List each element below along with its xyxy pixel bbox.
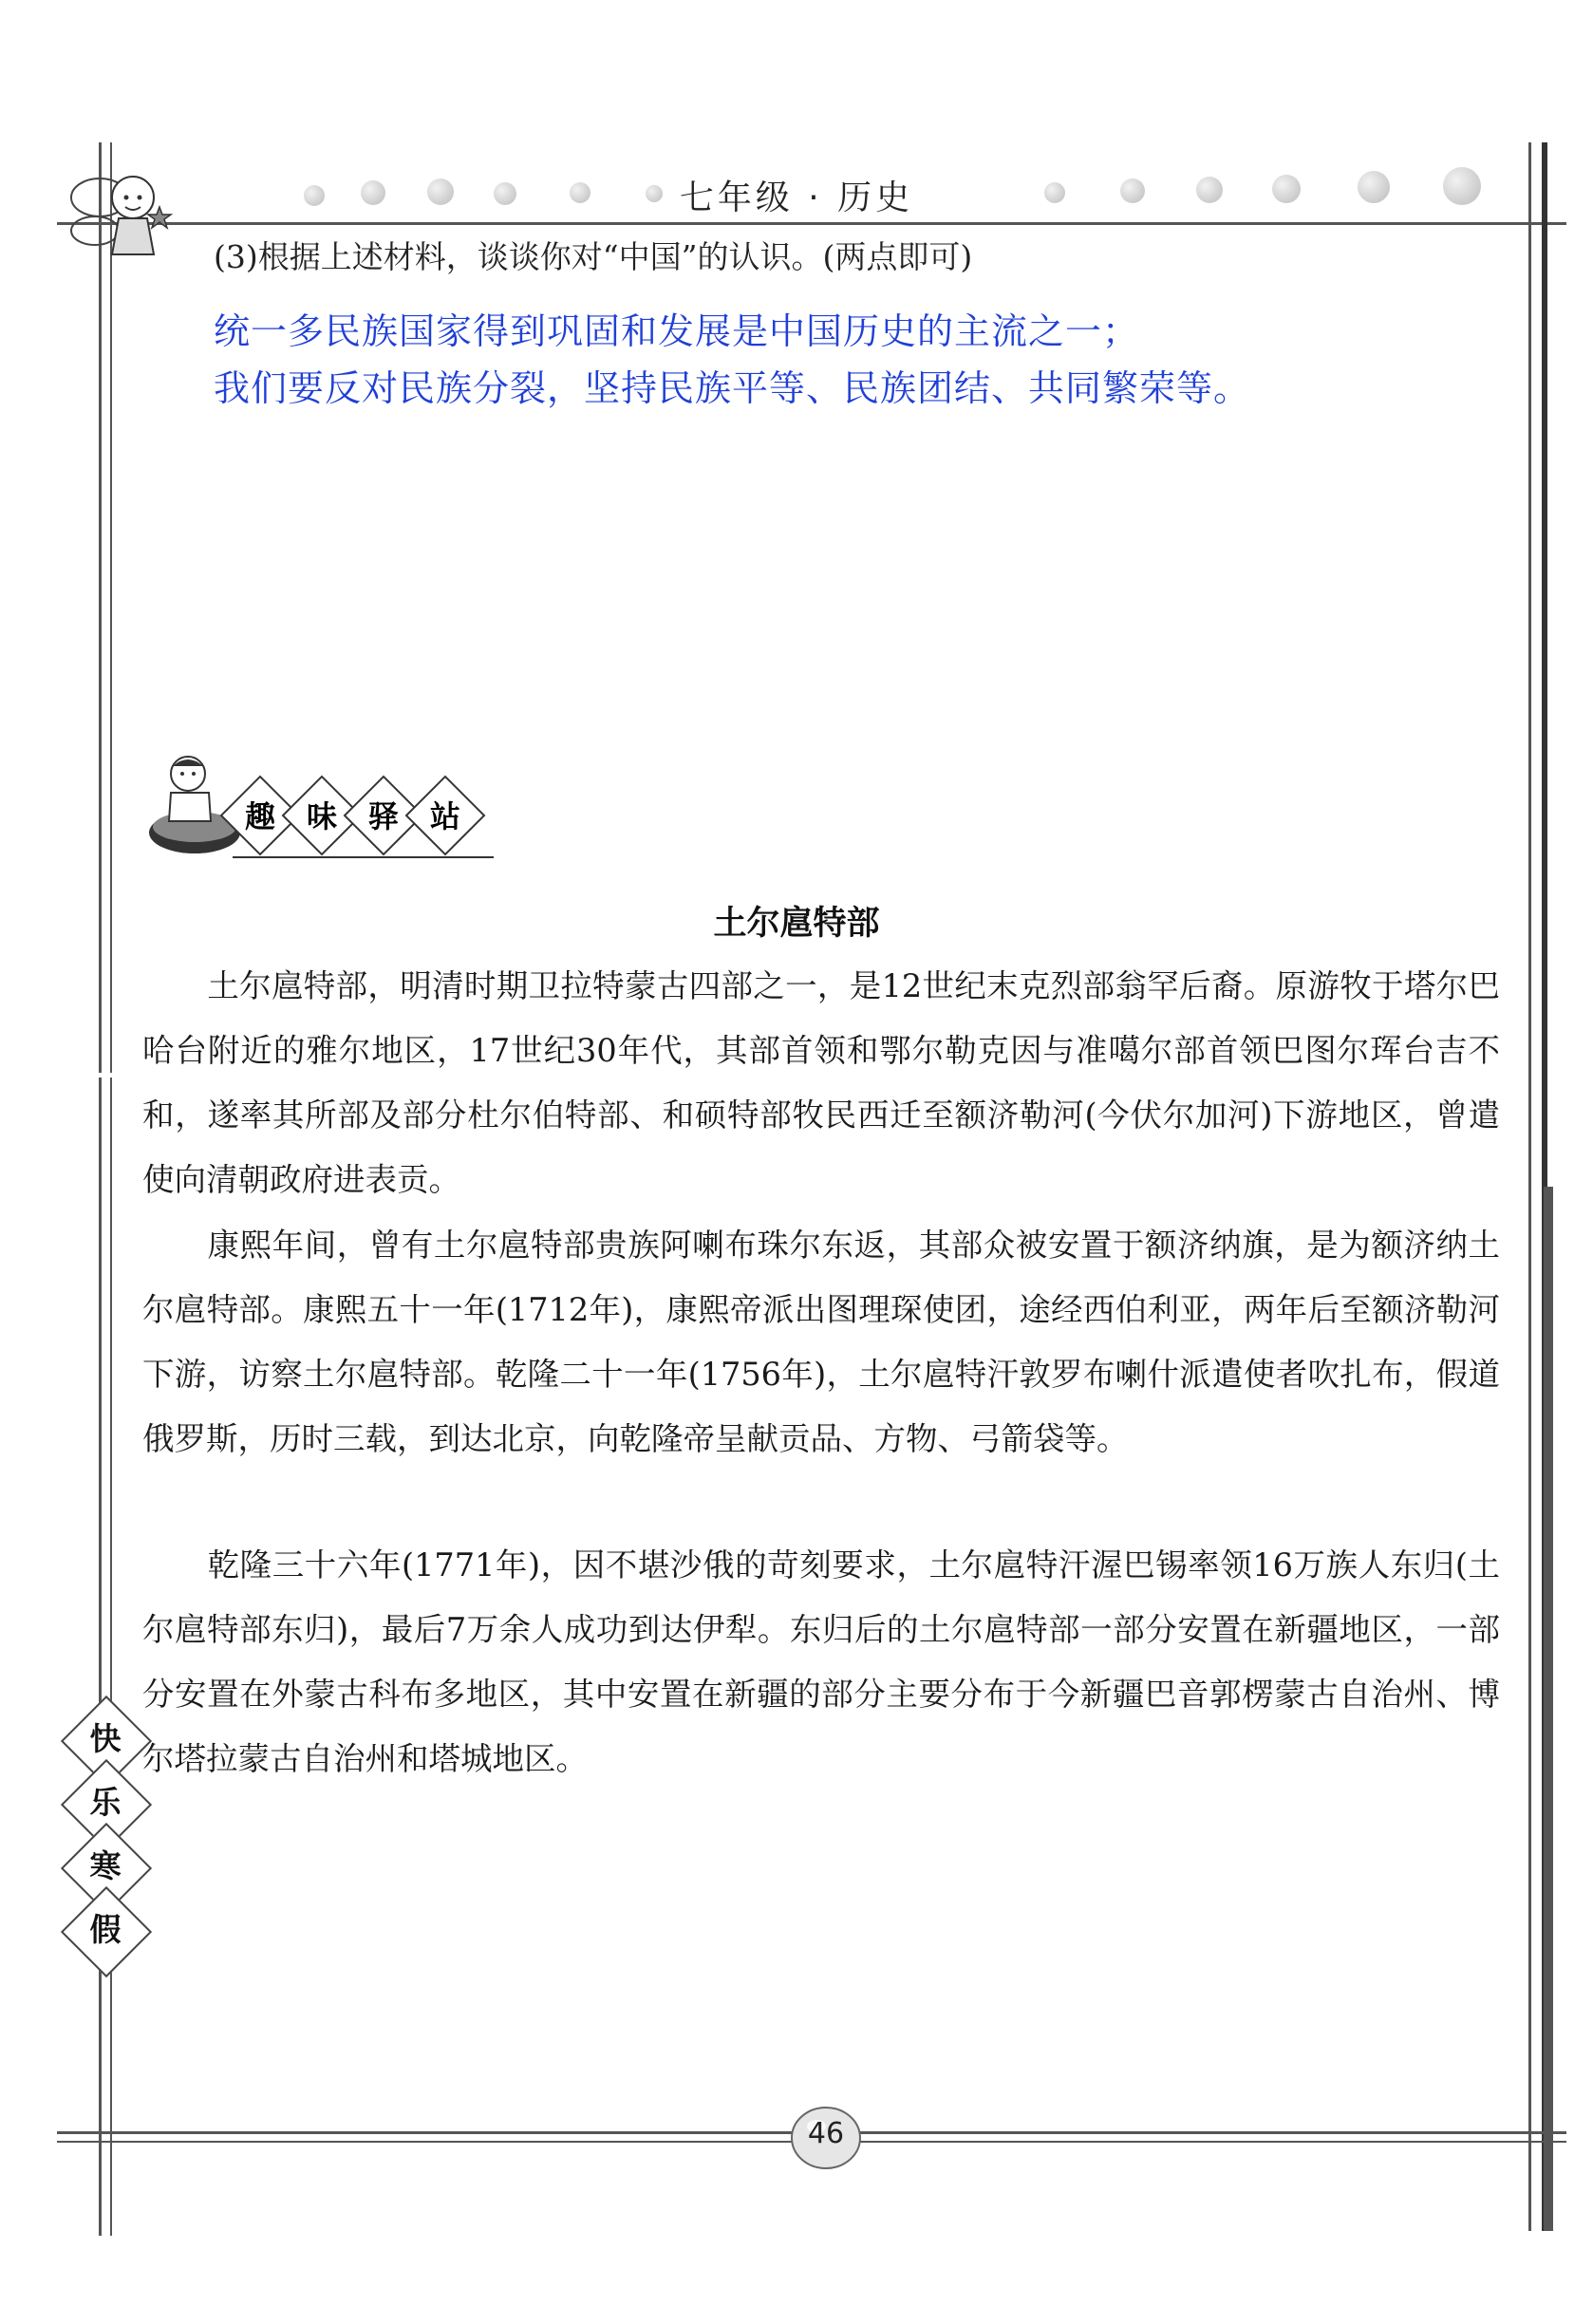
left-border-lower (99, 1078, 102, 2236)
question-3: (3)根据上述材料，谈谈你对“中国”的认识。(两点即可) (214, 238, 973, 275)
header-title: 七年级 · 历史 (679, 178, 914, 217)
paragraph-1 (142, 954, 1500, 1212)
banner-char-1: 趣 (244, 798, 276, 834)
paragraph-2 (142, 1213, 1500, 1471)
side-tab-char-1: 快 (89, 1720, 122, 1757)
side-tab-char-3: 寒 (89, 1847, 122, 1884)
banner-char-4: 站 (429, 798, 461, 834)
banner-char-2: 味 (306, 798, 338, 834)
fun-station-banner (142, 745, 503, 869)
paragraph-2-text: 康熙年间，曾有土尔扈特部贵族阿喇布珠尔东返，其部众被安置于额济纳旗，是为额济纳土尔扈特部。康熙五十一年(1712年)，康熙帝派出图理琛使团，途经西伯利亚，两年后至额济勒河下游，访察土尔扈特部。乾隆二十一年(1756年)，土尔扈特汗敦罗布喇什派遣使者吹扎布，假道俄罗斯，历时三载，到达北京，向乾隆帝呈献贡品、方物、弓箭袋等。 (142, 1227, 1500, 1457)
banner-char-3: 驿 (367, 798, 400, 834)
right-border-thick (1544, 1187, 1553, 2231)
right-border (1528, 142, 1531, 2231)
paragraph-3 (142, 1533, 1500, 1791)
paragraph-3-text: 乾隆三十六年(1771年)，因不堪沙俄的苛刻要求，土尔扈特汗渥巴锡率领16万族人东归(土尔扈特部东归)，最后7万余人成功到达伊犁。东归后的土尔扈特部一部分安置在新疆地区，一部分安置在外蒙古科布多地区，其中安置在新疆的部分主要分布于今新疆巴音郭楞蒙古自治州、博尔塔拉蒙古自治州和塔城地区。 (142, 1546, 1500, 1777)
side-tab-char-4: 假 (89, 1911, 122, 1948)
answer-line-2: 我们要反对民族分裂，坚持民族平等、民族团结、共同繁荣等。 (214, 367, 1251, 409)
answer-line-1: 统一多民族国家得到巩固和发展是中国历史的主流之一； (214, 310, 1140, 352)
header-rule (57, 222, 1566, 225)
paragraph-1-text: 土尔扈特部，明清时期卫拉特蒙古四部之一，是12世纪末克烈部翁罕后裔。原游牧于塔尔巴哈台附近的雅尔地区，17世纪30年代，其部首领和鄂尔勒克因与准噶尔部首领巴图尔珲台吉不和，遂率其所部及部分杜尔伯特部、和硕特部牧民西迁至额济勒河(今伏尔加河)下游地区，曾遣使向清朝政府进表贡。 (142, 967, 1500, 1198)
page-number: 46 (807, 2117, 845, 2150)
left-border-lower-inner (110, 1078, 112, 2236)
side-tab-char-2: 乐 (89, 1784, 122, 1821)
section-title: 土尔扈特部 (713, 905, 880, 943)
